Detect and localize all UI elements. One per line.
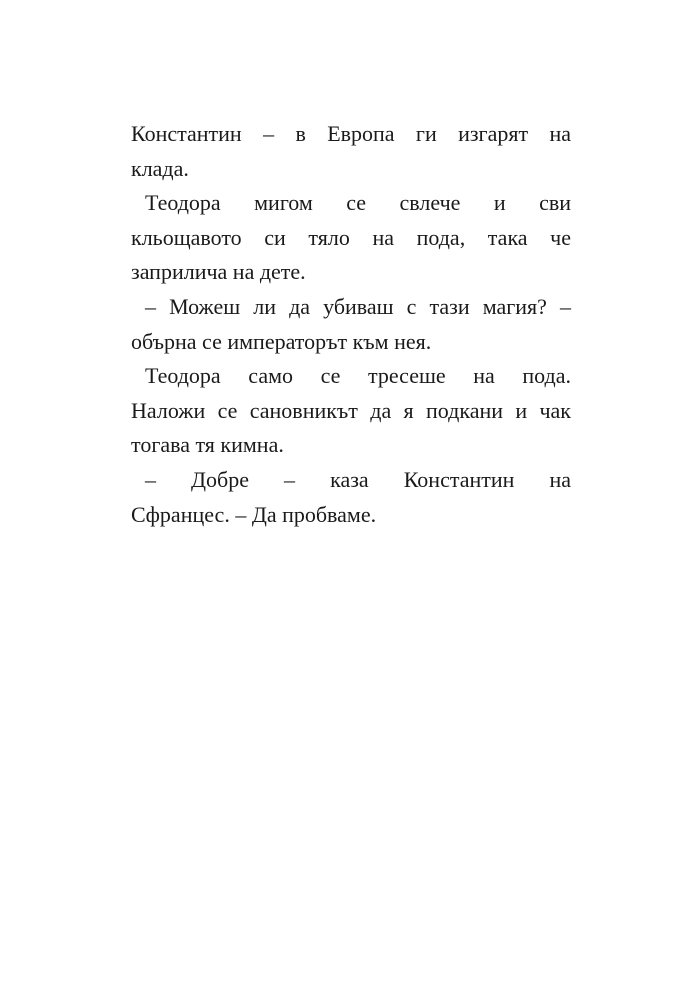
- text-line: Теодора мигом се свлече и сви: [145, 190, 571, 216]
- text-line: Константин – в Европа ги изгарят на: [131, 121, 571, 146]
- text-line: обърна се императорът към нея.: [131, 328, 432, 354]
- text-line: – Добре – каза Константин на: [145, 466, 571, 492]
- text-line: Сфранцес. – Да пробваме.: [131, 501, 377, 527]
- text-line: заприлича на дете.: [131, 259, 306, 285]
- text-line: тогава тя кимна.: [131, 432, 284, 458]
- text-line: кльощавото си тяло на пода, така че: [131, 224, 571, 250]
- text-line: клада.: [131, 155, 189, 181]
- text-line: Теодора само се тресеше на пода.: [145, 363, 571, 389]
- page-text: [131, 117, 571, 532]
- text-line: – Можеш ли да убиваш с тази магия? –: [145, 293, 571, 319]
- text-line: Наложи се сановникът да я подкани и чак: [131, 397, 571, 423]
